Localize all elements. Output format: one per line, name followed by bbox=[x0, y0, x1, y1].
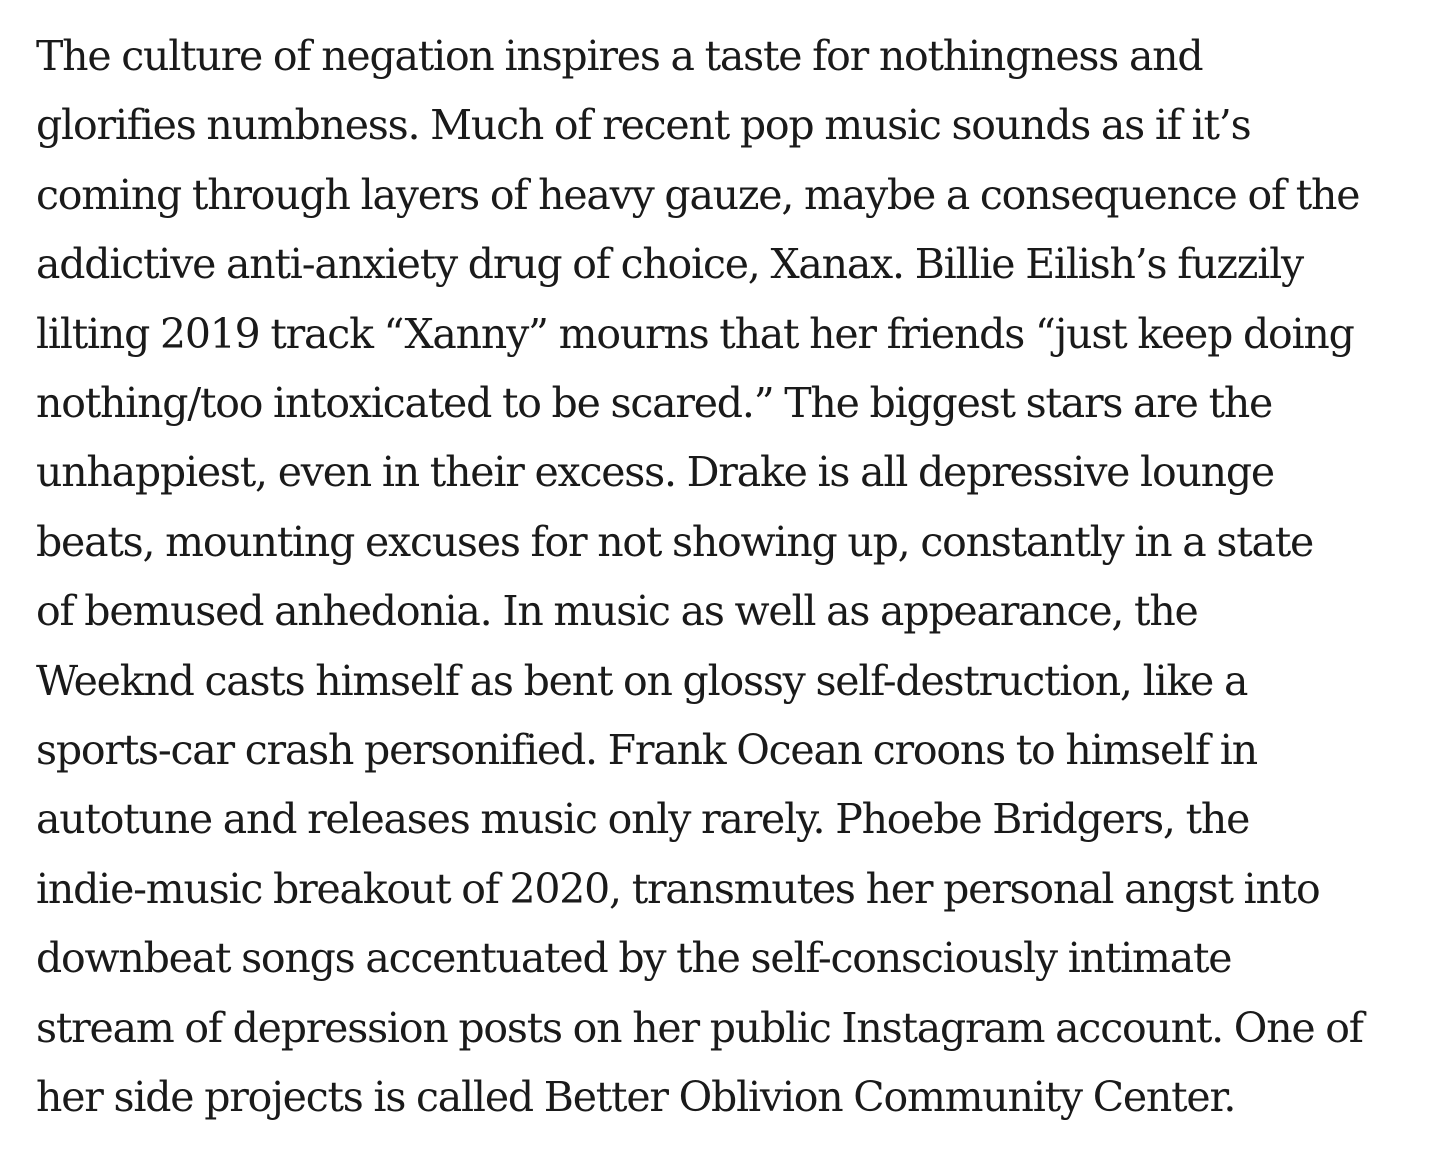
paragraph-line: glorifies numbness. Much of recent pop music sounds as if it’s bbox=[36, 101, 1251, 150]
paragraph-line: sports-car crash personified. Frank Ocean croons to himself in bbox=[36, 726, 1257, 775]
paragraph-line: addictive anti-anxiety drug of choice, Xanax. Billie Eilish’s fuzzily bbox=[36, 240, 1303, 289]
paragraph-line: her side projects is called Better Oblivion Community Center. bbox=[36, 1073, 1236, 1122]
paragraph-line: unhappiest, even in their excess. Drake is all depressive lounge bbox=[36, 448, 1274, 497]
paragraph-line: stream of depression posts on her public Instagram account. One of bbox=[36, 1003, 1363, 1052]
article-paragraph bbox=[36, 22, 1446, 1133]
paragraph-line: indie-music breakout of 2020, transmutes her personal angst into bbox=[36, 864, 1320, 913]
paragraph-line: Weeknd casts himself as bent on glossy self-destruction, like a bbox=[36, 656, 1248, 705]
paragraph-line: nothing/too intoxicated to be scared.” The biggest stars are the bbox=[36, 379, 1273, 428]
paragraph-line: lilting 2019 track “Xanny” mourns that her friends “just keep doing bbox=[36, 309, 1354, 358]
paragraph-line: of bemused anhedonia. In music as well as appearance, the bbox=[36, 587, 1198, 636]
paragraph-line: autotune and releases music only rarely. Phoebe Bridgers, the bbox=[36, 795, 1250, 844]
paragraph-line: coming through layers of heavy gauze, maybe a consequence of the bbox=[36, 170, 1360, 219]
paragraph-line: downbeat songs accentuated by the self-consciously intimate bbox=[36, 934, 1232, 983]
paragraph-line: beats, mounting excuses for not showing up, constantly in a state bbox=[36, 517, 1314, 566]
paragraph-line: The culture of negation inspires a taste for nothingness and bbox=[36, 32, 1203, 80]
